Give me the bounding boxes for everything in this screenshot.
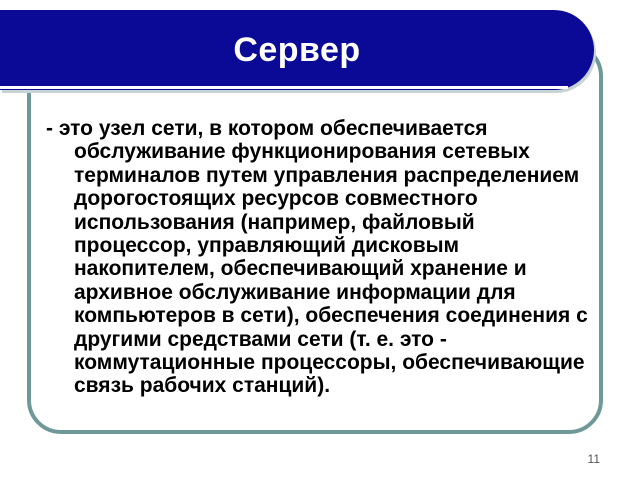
slide-body-text: - это узел сети, в котором обеспечивается обслуживание функционирования сетевых терминалов путем управления распределением дорогостоящих ресурсов совместного использования (например, файловый процессор, управляющий дисковым накопителем, обеспечивающий хранение и архивное обслуживание информации для компьютеров в сети), обеспечения соединения с другими средствами сети (т. е. это - коммутационные процессоры, обеспечивающие связь рабочих станций). — [46, 117, 588, 398]
slide-number: 11 — [587, 452, 600, 466]
slide-title: Сервер — [233, 31, 361, 69]
